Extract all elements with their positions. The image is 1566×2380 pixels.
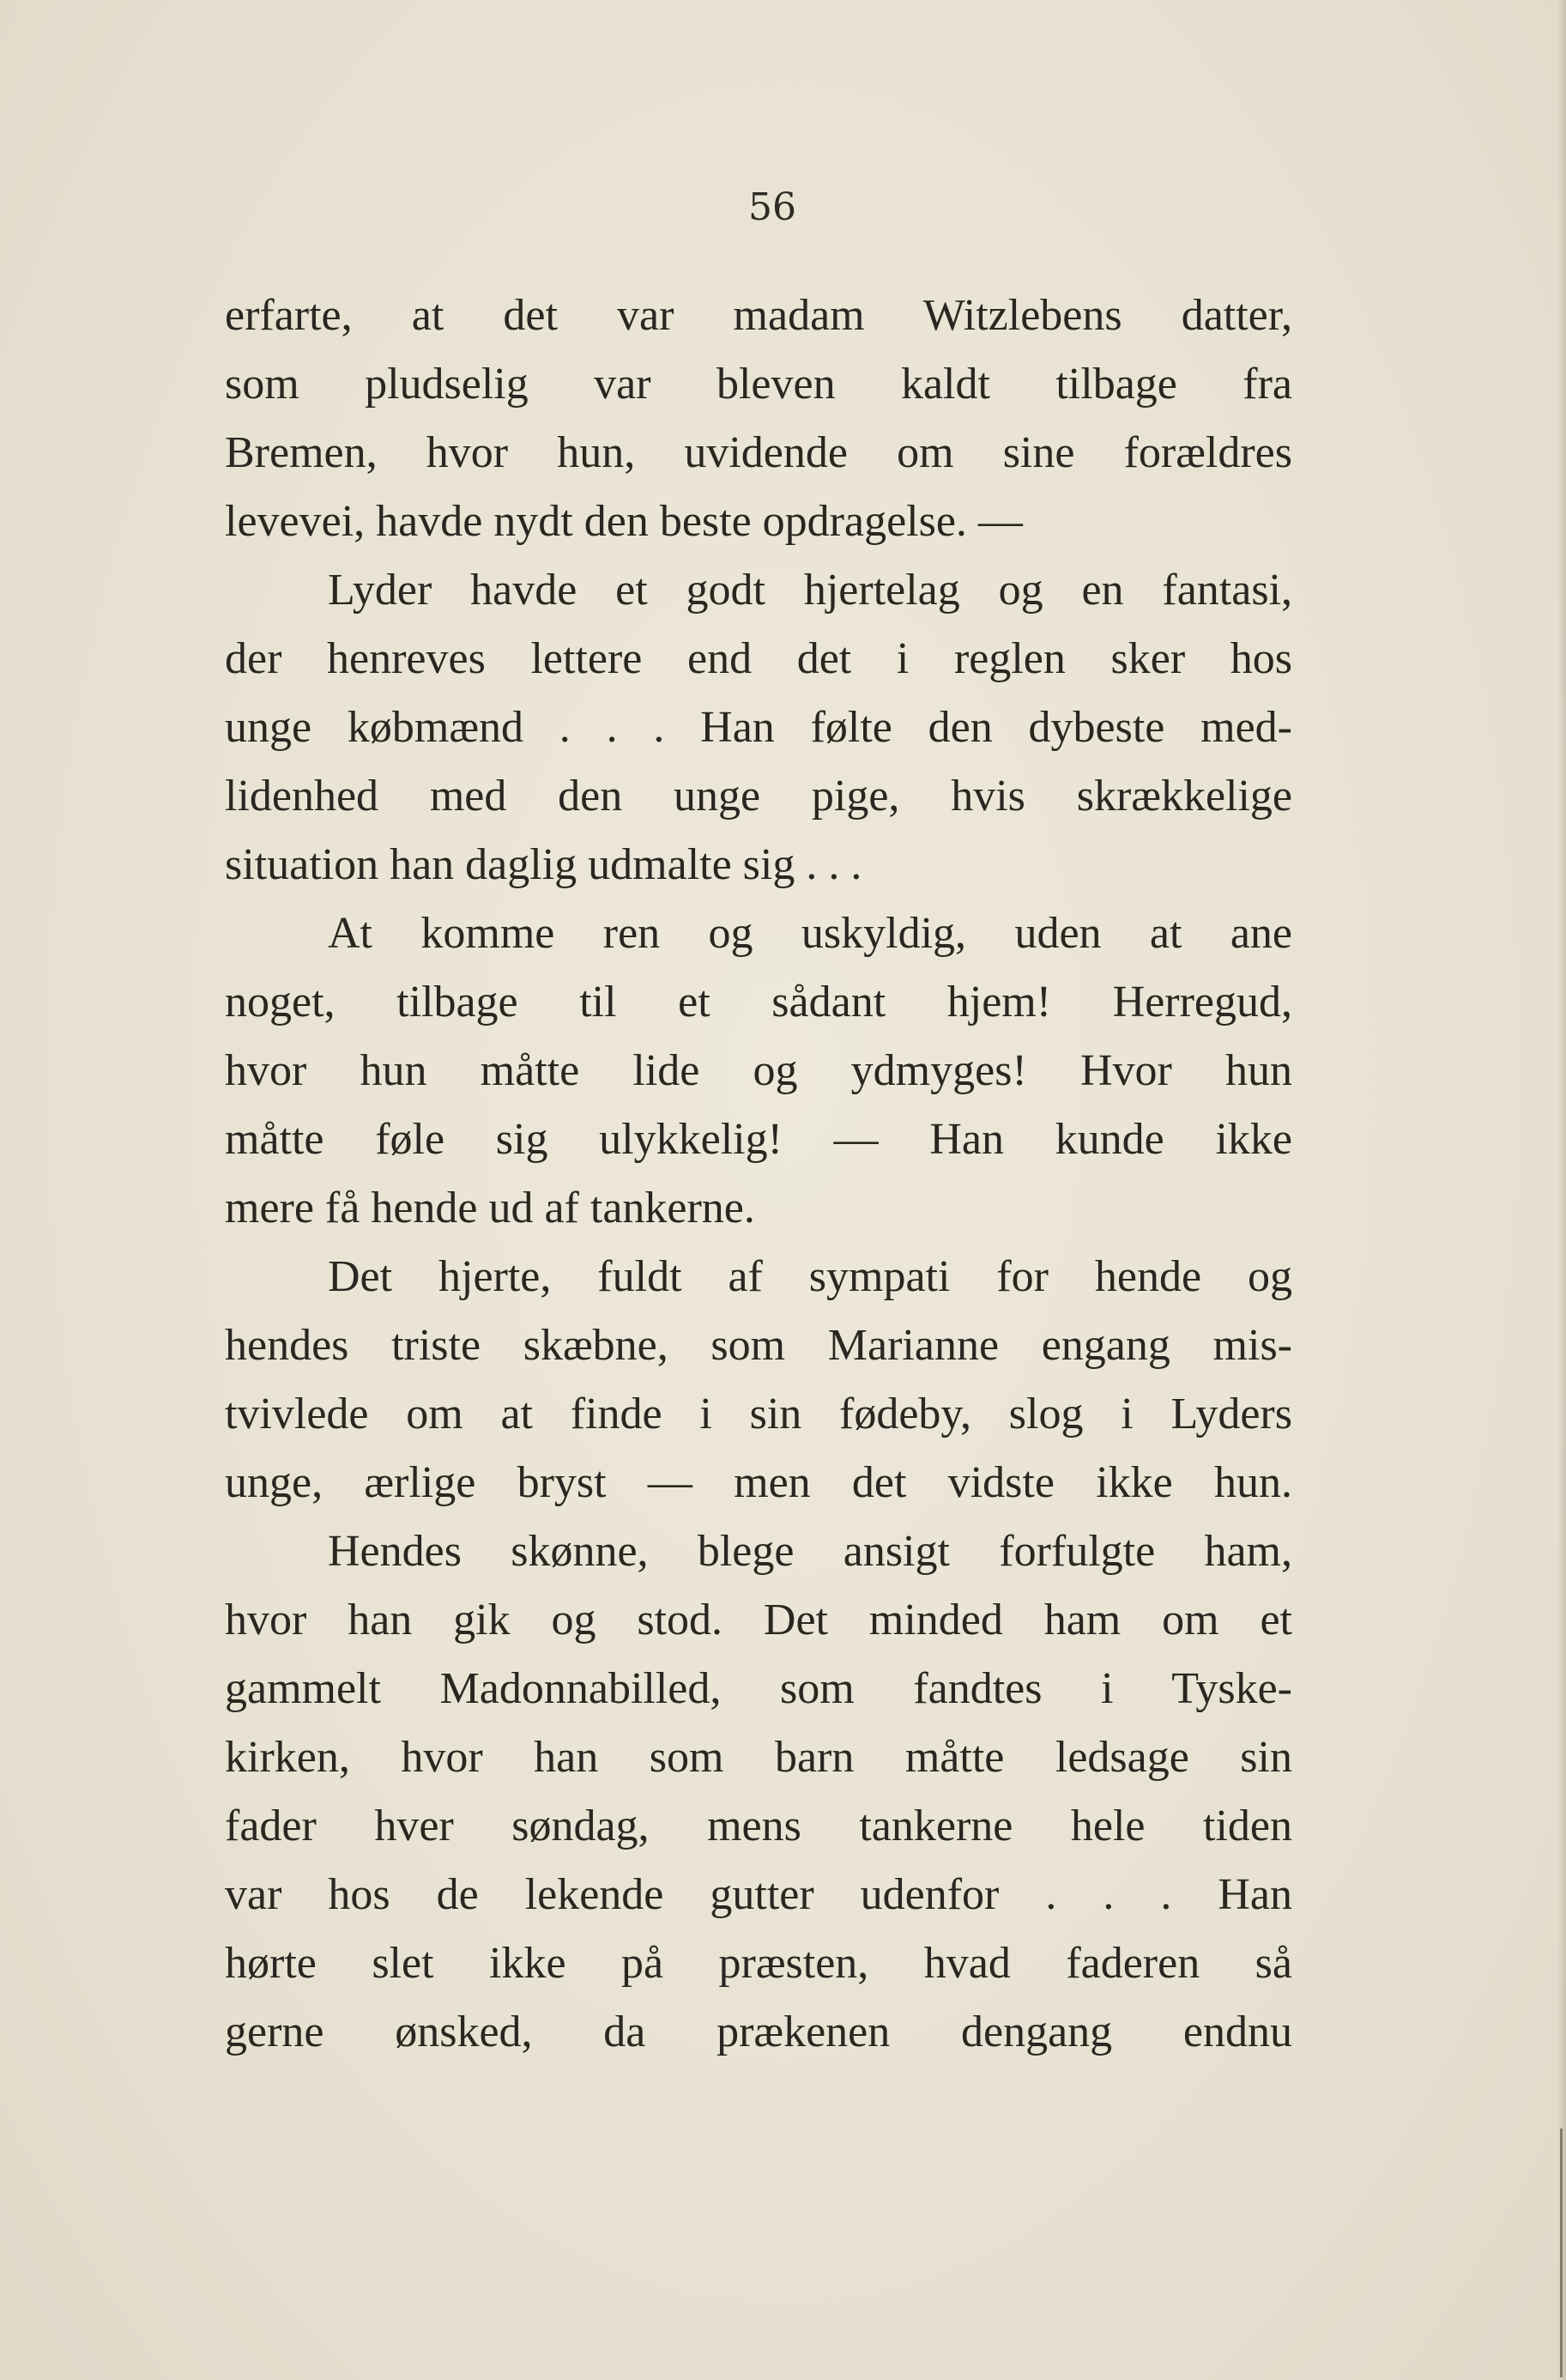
text-line: Det hjerte, fuldt af sympati for hende og <box>328 1252 1292 1301</box>
binding-edge-mark <box>1560 2129 1563 2377</box>
text-line: hvor han gik og stod. Det minded ham om et <box>225 1596 1292 1644</box>
text-line: gammelt Madonnabilled, som fandtes i Tyske- <box>225 1664 1292 1713</box>
page-number: 56 <box>748 185 796 229</box>
text-line: hendes triste skæbne, som Marianne engang mis- <box>225 1321 1292 1370</box>
text-line: At komme ren og uskyldig, uden at ane <box>328 909 1292 958</box>
text-line: som pludselig var bleven kaldt tilbage fra <box>225 360 1292 409</box>
text-line: unge købmænd . . . Han følte den dybeste med- <box>225 703 1292 752</box>
text-line: mere få hende ud af tankerne. <box>225 1184 755 1232</box>
text-line: fader hver søndag, mens tankerne hele tiden <box>225 1802 1292 1850</box>
text-line: gerne ønsked, da prækenen dengang endnu <box>225 2008 1292 2056</box>
text-line: levevei, havde nydt den beste opdragelse. — <box>225 497 1023 546</box>
text-line: situation han daglig udmalte sig . . . <box>225 840 862 889</box>
text-line: tvivlede om at finde i sin fødeby, slog i Lyders <box>225 1390 1292 1438</box>
page-edge-shadow <box>1557 0 1566 2380</box>
text-line: unge, ærlige bryst — men det vidste ikke hun. <box>225 1458 1292 1507</box>
text-line: der henreves lettere end det i reglen sker hos <box>225 634 1292 683</box>
text-line: måtte føle sig ulykkelig! — Han kunde ikke <box>225 1115 1292 1164</box>
text-line: erfarte, at det var madam Witzlebens datter, <box>225 291 1292 340</box>
text-line: var hos de lekende gutter udenfor . . . Han <box>225 1870 1292 1919</box>
text-line: hørte slet ikke på præsten, hvad faderen så <box>225 1939 1292 1988</box>
text-line: Bremen, hvor hun, uvidende om sine forældres <box>225 428 1292 477</box>
text-line: Hendes skønne, blege ansigt forfulgte ham, <box>328 1527 1292 1576</box>
text-line: kirken, hvor han som barn måtte ledsage sin <box>225 1733 1292 1782</box>
text-line: lidenhed med den unge pige, hvis skrækkelige <box>225 772 1292 821</box>
body-text <box>225 282 1292 2067</box>
text-line: noget, tilbage til et sådant hjem! Herregud, <box>225 978 1292 1026</box>
text-line: Lyder havde et godt hjertelag og en fantasi, <box>328 566 1292 615</box>
text-line: hvor hun måtte lide og ydmyges! Hvor hun <box>225 1046 1292 1095</box>
